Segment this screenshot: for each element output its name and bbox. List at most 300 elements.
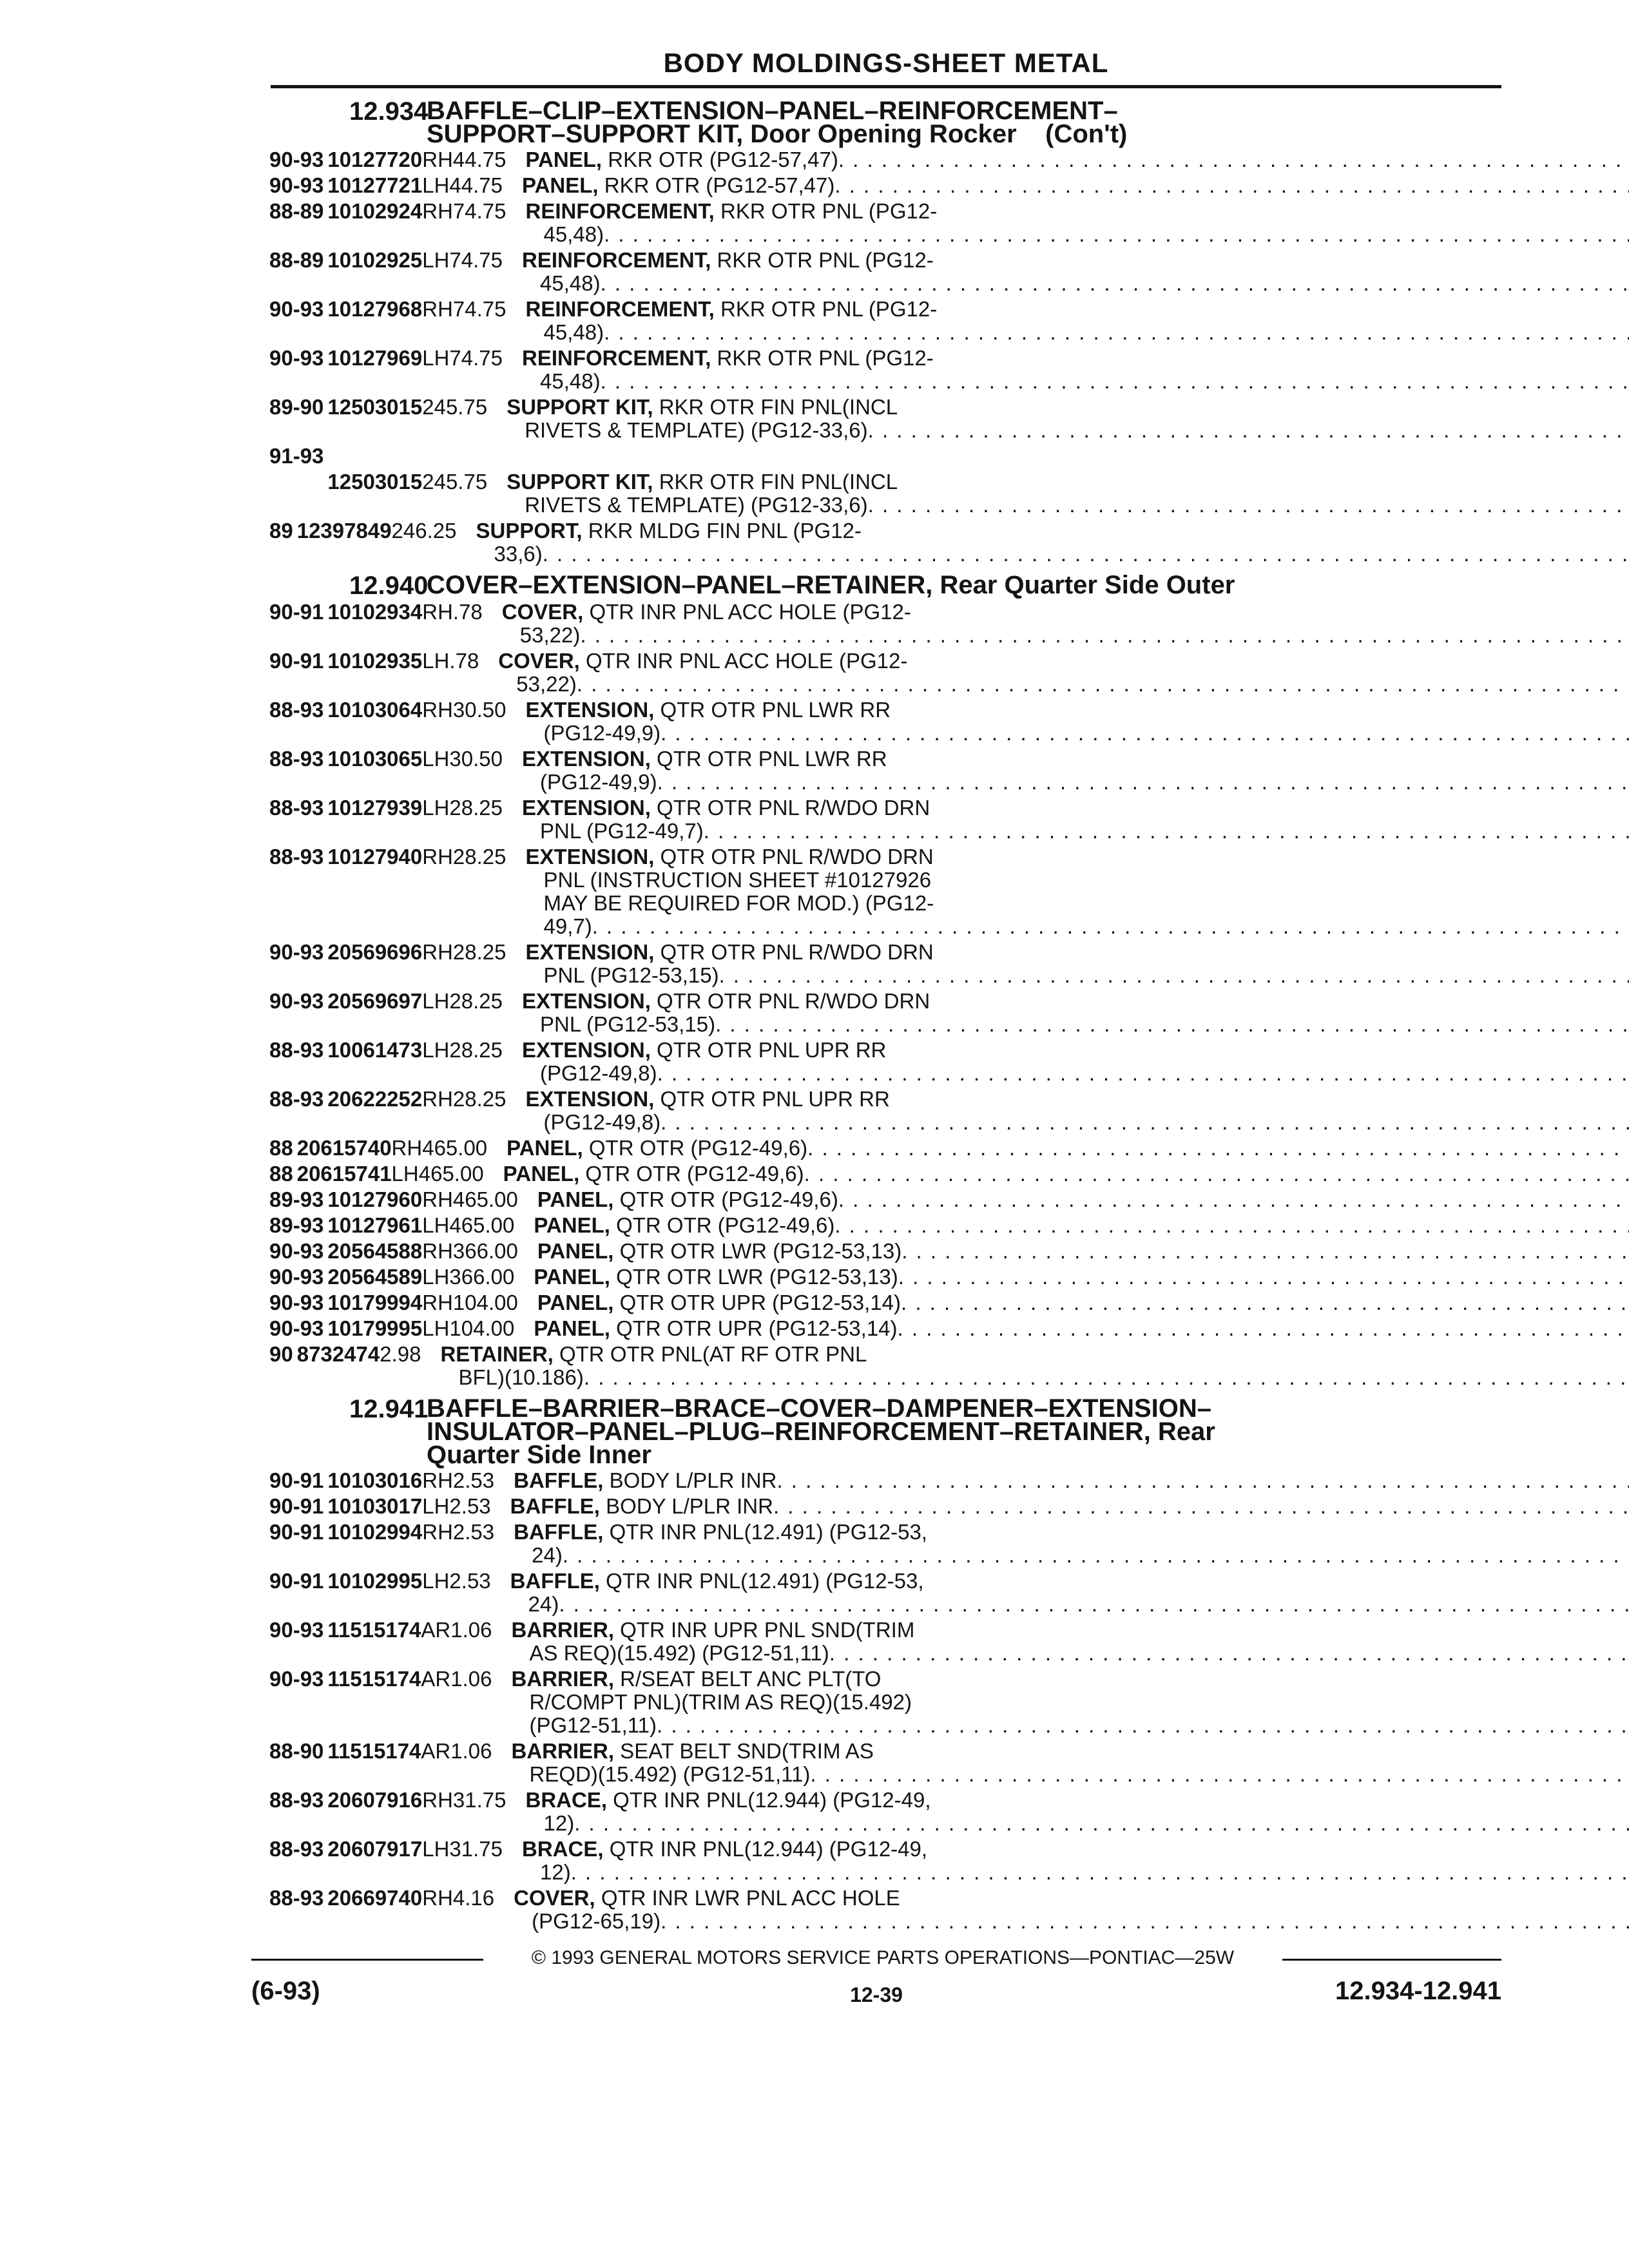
description-text: QTR OTR PNL LWR RR (650, 747, 887, 771)
part-number: 20569697 (327, 989, 423, 1013)
model-years: 90-93 (269, 1618, 324, 1642)
description-text: SEAT BELT SND(TRIM AS (614, 1739, 874, 1763)
model-years: 90-93 (269, 297, 324, 321)
list-price: 1.06 (450, 1618, 492, 1642)
part-row (269, 1740, 1501, 1786)
description-text: RIVETS & TEMPLATE) (PG12-33,6) (525, 418, 868, 442)
side-quantity: LH (422, 248, 450, 272)
part-row (269, 1495, 1501, 1518)
part-name: REINFORCEMENT, (525, 297, 715, 321)
model-years: 89-90 (269, 395, 324, 419)
description-line (526, 722, 1629, 745)
list-price: 28.25 (452, 940, 506, 964)
part-row (269, 445, 1501, 517)
description-line (514, 1910, 1629, 1933)
description-text: RKR OTR PNL (PG12- (714, 297, 938, 321)
side-quantity: AR (421, 1618, 451, 1642)
description-text: QTR OTR (PG12-49,6) (583, 1136, 808, 1160)
leader-dots (834, 1214, 1629, 1237)
description-line (512, 1740, 1629, 1763)
description-text: RKR OTR PNL (PG12- (714, 199, 938, 223)
part-row (269, 519, 1501, 566)
header-rule (271, 85, 1501, 88)
side-quantity: LH (422, 1494, 450, 1518)
model-years: 88-93 (269, 796, 324, 820)
description-line (526, 148, 1629, 171)
description-text: (PG12-49,9) (540, 770, 657, 794)
section-title (427, 573, 1501, 598)
side-quantity: LH (422, 747, 450, 771)
description-line (510, 1570, 1629, 1593)
copyright-notice: © 1993 GENERAL MOTORS SERVICE PARTS OPERATIONS—PONTIAC—25W (531, 1947, 1235, 1968)
part-description (522, 747, 1629, 794)
part-name: SUPPORT, (476, 519, 583, 543)
description-line (510, 1593, 1629, 1616)
part-number: 10127720 (327, 148, 423, 171)
side-quantity: RH (422, 1468, 453, 1492)
leader-dots (773, 1495, 1629, 1518)
leader-dots (657, 771, 1629, 794)
footer-rule-left (251, 1959, 483, 1961)
side-quantity: 2 (380, 1342, 392, 1366)
side-quantity: RH (422, 1087, 453, 1111)
description-line (506, 419, 1629, 442)
section-range: 12.934-12.941 (1335, 1977, 1501, 2005)
leader-dots (838, 1188, 1629, 1211)
description-text: 49,7) (543, 914, 592, 938)
description-text: BODY L/PLR INR (603, 1468, 777, 1492)
part-row (269, 1887, 1501, 1933)
part-name: BAFFLE, (514, 1468, 604, 1492)
description-line (522, 747, 1629, 771)
part-name: PANEL, (537, 1291, 614, 1314)
leader-dots (834, 174, 1629, 197)
description-line (512, 1714, 1629, 1737)
list-price: 1.06 (450, 1739, 492, 1763)
part-number: 11515174 (327, 1618, 421, 1642)
list-price: 74.75 (449, 248, 503, 272)
side-quantity: LH (422, 1265, 450, 1289)
part-name: REINFORCEMENT, (525, 199, 715, 223)
part-name: COVER, (514, 1886, 595, 1910)
side-quantity: RH (422, 1187, 453, 1211)
leader-dots (580, 624, 1629, 647)
part-row (269, 200, 1501, 246)
section-title-line: INSULATOR–PANEL–PLUG–REINFORCEMENT–RETAINER, Rear (427, 1418, 1215, 1446)
leader-dots (868, 494, 1629, 517)
description-line (510, 1495, 1629, 1518)
description-text: QTR OTR (PG12-49,6) (613, 1187, 838, 1211)
list-price: 104.00 (452, 1291, 518, 1314)
part-row (269, 698, 1501, 745)
part-description (526, 200, 1629, 246)
part-name: BARRIER, (511, 1739, 615, 1763)
part-number: 10102995 (327, 1569, 423, 1593)
model-years: 90-91 (269, 1569, 324, 1593)
leader-dots (776, 1469, 1629, 1492)
list-price: 74.75 (452, 297, 506, 321)
part-row (269, 1667, 1501, 1737)
part-description (476, 519, 1629, 566)
model-years: 90-93 (269, 1291, 324, 1314)
side-quantity: RH (422, 1291, 453, 1314)
leader-dots (584, 1366, 1629, 1389)
part-row (269, 1214, 1501, 1237)
part-description (534, 1265, 1629, 1289)
description-line (476, 519, 1629, 543)
description-line (514, 1469, 1629, 1492)
description-line (526, 1088, 1629, 1111)
part-description (503, 1162, 1629, 1186)
description-text: 33,6) (494, 542, 543, 566)
section-title-line: COVER–EXTENSION–PANEL–RETAINER, Rear Quarter Side Outer (427, 571, 1235, 599)
part-number: 11515174 (327, 1739, 421, 1763)
description-text: QTR OTR PNL UPR RR (654, 1087, 890, 1111)
part-name: EXTENSION, (522, 796, 651, 820)
description-line (498, 649, 1629, 673)
side-quantity: RH (422, 600, 453, 624)
part-description (522, 990, 1629, 1036)
part-number: 10127968 (327, 297, 423, 321)
model-years: 88-93 (269, 1087, 324, 1111)
description-line (526, 869, 1629, 892)
model-years: 90-93 (269, 148, 324, 171)
part-row (269, 649, 1501, 696)
catalog-section (269, 573, 1501, 1389)
description-line (522, 990, 1629, 1013)
side-quantity: LH (422, 1569, 450, 1593)
list-price: 2.53 (452, 1468, 495, 1492)
part-description (526, 698, 1629, 745)
description-text: QTR OTR PNL UPR RR (650, 1038, 887, 1062)
part-description (522, 347, 1629, 393)
description-text: 12) (543, 1811, 575, 1835)
list-price: 28.25 (449, 989, 503, 1013)
description-text: PNL (PG12-49,7) (540, 819, 704, 843)
leader-dots (601, 370, 1629, 393)
part-description (514, 1887, 1629, 1933)
parts-catalog (269, 91, 1501, 1933)
description-text: BODY L/PLR INR (599, 1494, 773, 1518)
description-text: QTR INR PNL(12.944) (PG12-49, (607, 1788, 931, 1812)
description-line (534, 1317, 1629, 1340)
revision-date: (6-93) (251, 1977, 320, 2005)
part-description (514, 1469, 1629, 1492)
part-row (269, 1317, 1501, 1340)
part-description (440, 1343, 1629, 1389)
description-text: RKR OTR (PG12-57,47) (598, 173, 835, 197)
model-years: 90-93 (269, 1265, 324, 1289)
description-text: (PG12-49,8) (543, 1110, 661, 1134)
description-text: MAY BE REQUIRED FOR MOD.) (PG12- (543, 891, 934, 915)
part-description (512, 1667, 1629, 1737)
model-years: 90-93 (269, 940, 324, 964)
part-name: BRACE, (522, 1837, 604, 1861)
side-quantity: LH (391, 1162, 419, 1186)
part-number: 10179995 (327, 1316, 423, 1340)
part-name: EXTENSION, (522, 989, 651, 1013)
part-description (514, 1521, 1629, 1567)
description-line (526, 1789, 1629, 1812)
description-line (502, 624, 1629, 647)
side-quantity: AR (421, 1739, 451, 1763)
description-line (522, 249, 1629, 272)
part-description (510, 1570, 1629, 1616)
part-description (510, 1495, 1629, 1518)
description-text: PNL (INSTRUCTION SHEET #10127926 (543, 868, 932, 892)
side-quantity: RH (422, 297, 453, 321)
part-number: 20615740 (296, 1136, 392, 1160)
description-line (514, 1544, 1629, 1567)
description-line (526, 1111, 1629, 1134)
description-text: PNL (PG12-53,15) (540, 1012, 716, 1036)
model-years: 88 (269, 1162, 293, 1186)
list-price: 465.00 (422, 1136, 488, 1160)
description-line (522, 347, 1629, 370)
description-line (526, 1812, 1629, 1835)
side-quantity: RH (422, 845, 453, 869)
part-number: 8732474 (296, 1342, 380, 1366)
part-row (269, 747, 1501, 794)
description-line (537, 1188, 1629, 1211)
part-number: 20564589 (327, 1265, 423, 1289)
description-text: (PG12-49,8) (540, 1061, 657, 1085)
list-price: 31.75 (449, 1837, 503, 1861)
model-years: 90-91 (269, 600, 324, 624)
description-text: RKR OTR FIN PNL(INCL (653, 470, 898, 494)
part-number: 20669740 (327, 1886, 423, 1910)
part-row (269, 1088, 1501, 1134)
part-row (269, 249, 1501, 295)
leader-dots (660, 1910, 1629, 1933)
description-line (526, 223, 1629, 246)
model-years: 90-93 (269, 1239, 324, 1263)
side-quantity: LH (422, 796, 450, 820)
section-title-line: BAFFLE–CLIP–EXTENSION–PANEL–REINFORCEMENT– (427, 97, 1118, 125)
leader-dots (577, 673, 1629, 696)
part-row (269, 148, 1501, 171)
part-name: SUPPORT KIT, (506, 395, 653, 419)
side-quantity: 2 (391, 519, 403, 543)
part-name: SUPPORT KIT, (506, 470, 653, 494)
part-row (269, 845, 1501, 938)
description-line (522, 771, 1629, 794)
list-price: 465.00 (449, 1213, 515, 1237)
part-number: 12397849 (296, 519, 392, 543)
part-description (537, 1188, 1629, 1211)
part-description (537, 1291, 1629, 1314)
part-name: PANEL, (503, 1162, 580, 1186)
part-name: PANEL, (534, 1265, 610, 1289)
part-description (526, 298, 1629, 344)
part-number: 12503015 (327, 395, 423, 419)
part-description (506, 470, 1629, 517)
model-years: 90-91 (269, 1520, 324, 1544)
section-heading (269, 1394, 1501, 1469)
part-number: 10127961 (327, 1213, 423, 1237)
part-row (269, 1570, 1501, 1616)
side-quantity: RH (422, 1886, 453, 1910)
part-description (522, 1039, 1629, 1085)
description-line (522, 1013, 1629, 1036)
part-number: 10127939 (327, 796, 423, 820)
list-price: 45.75 (434, 395, 488, 419)
side-quantity: LH (422, 1837, 450, 1861)
list-price: 28.25 (449, 796, 503, 820)
part-description (512, 1740, 1629, 1786)
description-line (512, 1667, 1629, 1691)
part-name: PANEL, (506, 1136, 583, 1160)
model-years: 88-90 (269, 1739, 324, 1763)
part-number: 20607917 (327, 1837, 423, 1861)
leader-dots (898, 1317, 1629, 1340)
side-quantity: RH (422, 1239, 453, 1263)
leader-dots (592, 915, 1629, 938)
part-name: EXTENSION, (525, 845, 655, 869)
part-description (522, 796, 1629, 843)
model-years: 88-93 (269, 1038, 324, 1062)
part-description (537, 1240, 1629, 1263)
description-text: 24) (528, 1592, 559, 1616)
description-line (498, 673, 1629, 696)
list-price: 2.53 (449, 1569, 491, 1593)
part-row (269, 347, 1501, 393)
part-description (498, 649, 1629, 696)
part-number: 10103016 (327, 1468, 423, 1492)
description-line (512, 1642, 1629, 1665)
description-text: QTR INR PNL ACC HOLE (PG12- (583, 600, 911, 624)
part-number: 10127969 (327, 346, 423, 370)
description-text: RIVETS & TEMPLATE) (PG12-33,6) (525, 493, 868, 517)
part-number: 10102924 (327, 199, 423, 223)
part-name: BAFFLE, (514, 1520, 604, 1544)
description-line (526, 200, 1629, 223)
description-text: RKR MLDG FIN PNL (PG12- (582, 519, 862, 543)
side-quantity: RH (422, 1788, 453, 1812)
part-name: PANEL, (525, 148, 602, 171)
description-text: QTR INR LWR PNL ACC HOLE (595, 1886, 900, 1910)
description-line (526, 892, 1629, 915)
description-line (503, 1162, 1629, 1186)
part-name: BARRIER, (511, 1667, 615, 1691)
part-name: EXTENSION, (522, 1038, 651, 1062)
model-years: 90-91 (269, 1494, 324, 1518)
list-price: 2.53 (452, 1520, 495, 1544)
section-heading (269, 99, 1501, 146)
leader-dots (868, 419, 1629, 442)
part-name: EXTENSION, (522, 747, 651, 771)
part-number: 10102934 (327, 600, 423, 624)
part-name: EXTENSION, (525, 1087, 655, 1111)
part-number: 10127960 (327, 1187, 423, 1211)
side-quantity: AR (421, 1667, 451, 1691)
side-quantity: LH (422, 989, 450, 1013)
part-name: PANEL, (537, 1239, 614, 1263)
side-quantity: RH (422, 940, 453, 964)
description-line (512, 1691, 1629, 1714)
list-price: 30.50 (449, 747, 503, 771)
description-text: PNL (PG12-53,15) (543, 963, 719, 987)
list-price: 28.25 (452, 1087, 506, 1111)
leader-dots (571, 1861, 1629, 1884)
description-line (522, 796, 1629, 820)
side-quantity: LH (422, 173, 450, 197)
description-text: QTR OTR (PG12-49,6) (579, 1162, 804, 1186)
description-line (526, 941, 1629, 964)
part-description (502, 601, 1629, 647)
description-line (522, 272, 1629, 295)
description-text: QTR INR UPR PNL SND(TRIM (614, 1618, 915, 1642)
part-number: 20615741 (296, 1162, 392, 1186)
part-row (269, 1619, 1501, 1665)
description-line (526, 845, 1629, 869)
side-quantity: LH (422, 1316, 450, 1340)
description-text: QTR OTR PNL R/WDO DRN (654, 940, 934, 964)
list-price: 46.25 (403, 519, 457, 543)
description-text: QTR OTR LWR (PG12-53,13) (610, 1265, 898, 1289)
side-quantity: LH (422, 649, 450, 673)
description-text: 53,22) (516, 672, 577, 696)
part-description (506, 1137, 1629, 1160)
section-title (427, 1394, 1501, 1469)
description-line (526, 698, 1629, 722)
description-text: AS REQ)(15.492) (PG12-51,11) (529, 1641, 829, 1665)
part-number: 10102935 (327, 649, 423, 673)
side-quantity: 2 (422, 470, 434, 494)
part-name: BARRIER, (511, 1618, 615, 1642)
part-description (526, 1789, 1629, 1835)
list-price: 44.75 (449, 173, 503, 197)
description-line (522, 370, 1629, 393)
section-number: 12.941 (349, 1395, 429, 1423)
leader-dots (829, 1642, 1629, 1665)
model-years: 88-93 (269, 698, 324, 722)
leader-dots (604, 223, 1629, 246)
part-description (526, 845, 1629, 938)
description-text: (PG12-49,9) (543, 721, 661, 745)
part-description (522, 174, 1629, 197)
part-name: REINFORCEMENT, (522, 248, 711, 272)
description-line (522, 174, 1629, 197)
description-line (506, 494, 1629, 517)
side-quantity: RH (422, 199, 453, 223)
part-row (269, 1265, 1501, 1289)
part-row (269, 396, 1501, 442)
part-name: REINFORCEMENT, (522, 346, 711, 370)
list-price: 28.25 (452, 845, 506, 869)
list-price: 44.75 (452, 148, 506, 171)
description-text: QTR OTR PNL R/WDO DRN (650, 796, 930, 820)
description-text: QTR OTR (PG12-49,6) (610, 1213, 835, 1237)
part-name: BAFFLE, (510, 1494, 600, 1518)
list-price: .98 (391, 1342, 421, 1366)
description-text: QTR OTR PNL LWR RR (654, 698, 891, 722)
list-price: 2.53 (449, 1494, 491, 1518)
part-row (269, 1240, 1501, 1263)
description-text: RKR OTR (PG12-57,47) (602, 148, 838, 171)
leader-dots (804, 1162, 1629, 1186)
description-line (506, 1137, 1629, 1160)
part-name: EXTENSION, (525, 940, 655, 964)
part-row (269, 174, 1501, 197)
description-line (526, 321, 1629, 344)
list-price: 1.06 (450, 1667, 492, 1691)
part-number: 10061473 (327, 1038, 423, 1062)
leader-dots (838, 148, 1629, 171)
description-text: 12) (540, 1860, 571, 1884)
part-row (269, 1291, 1501, 1314)
page-footer (251, 1945, 1501, 2015)
